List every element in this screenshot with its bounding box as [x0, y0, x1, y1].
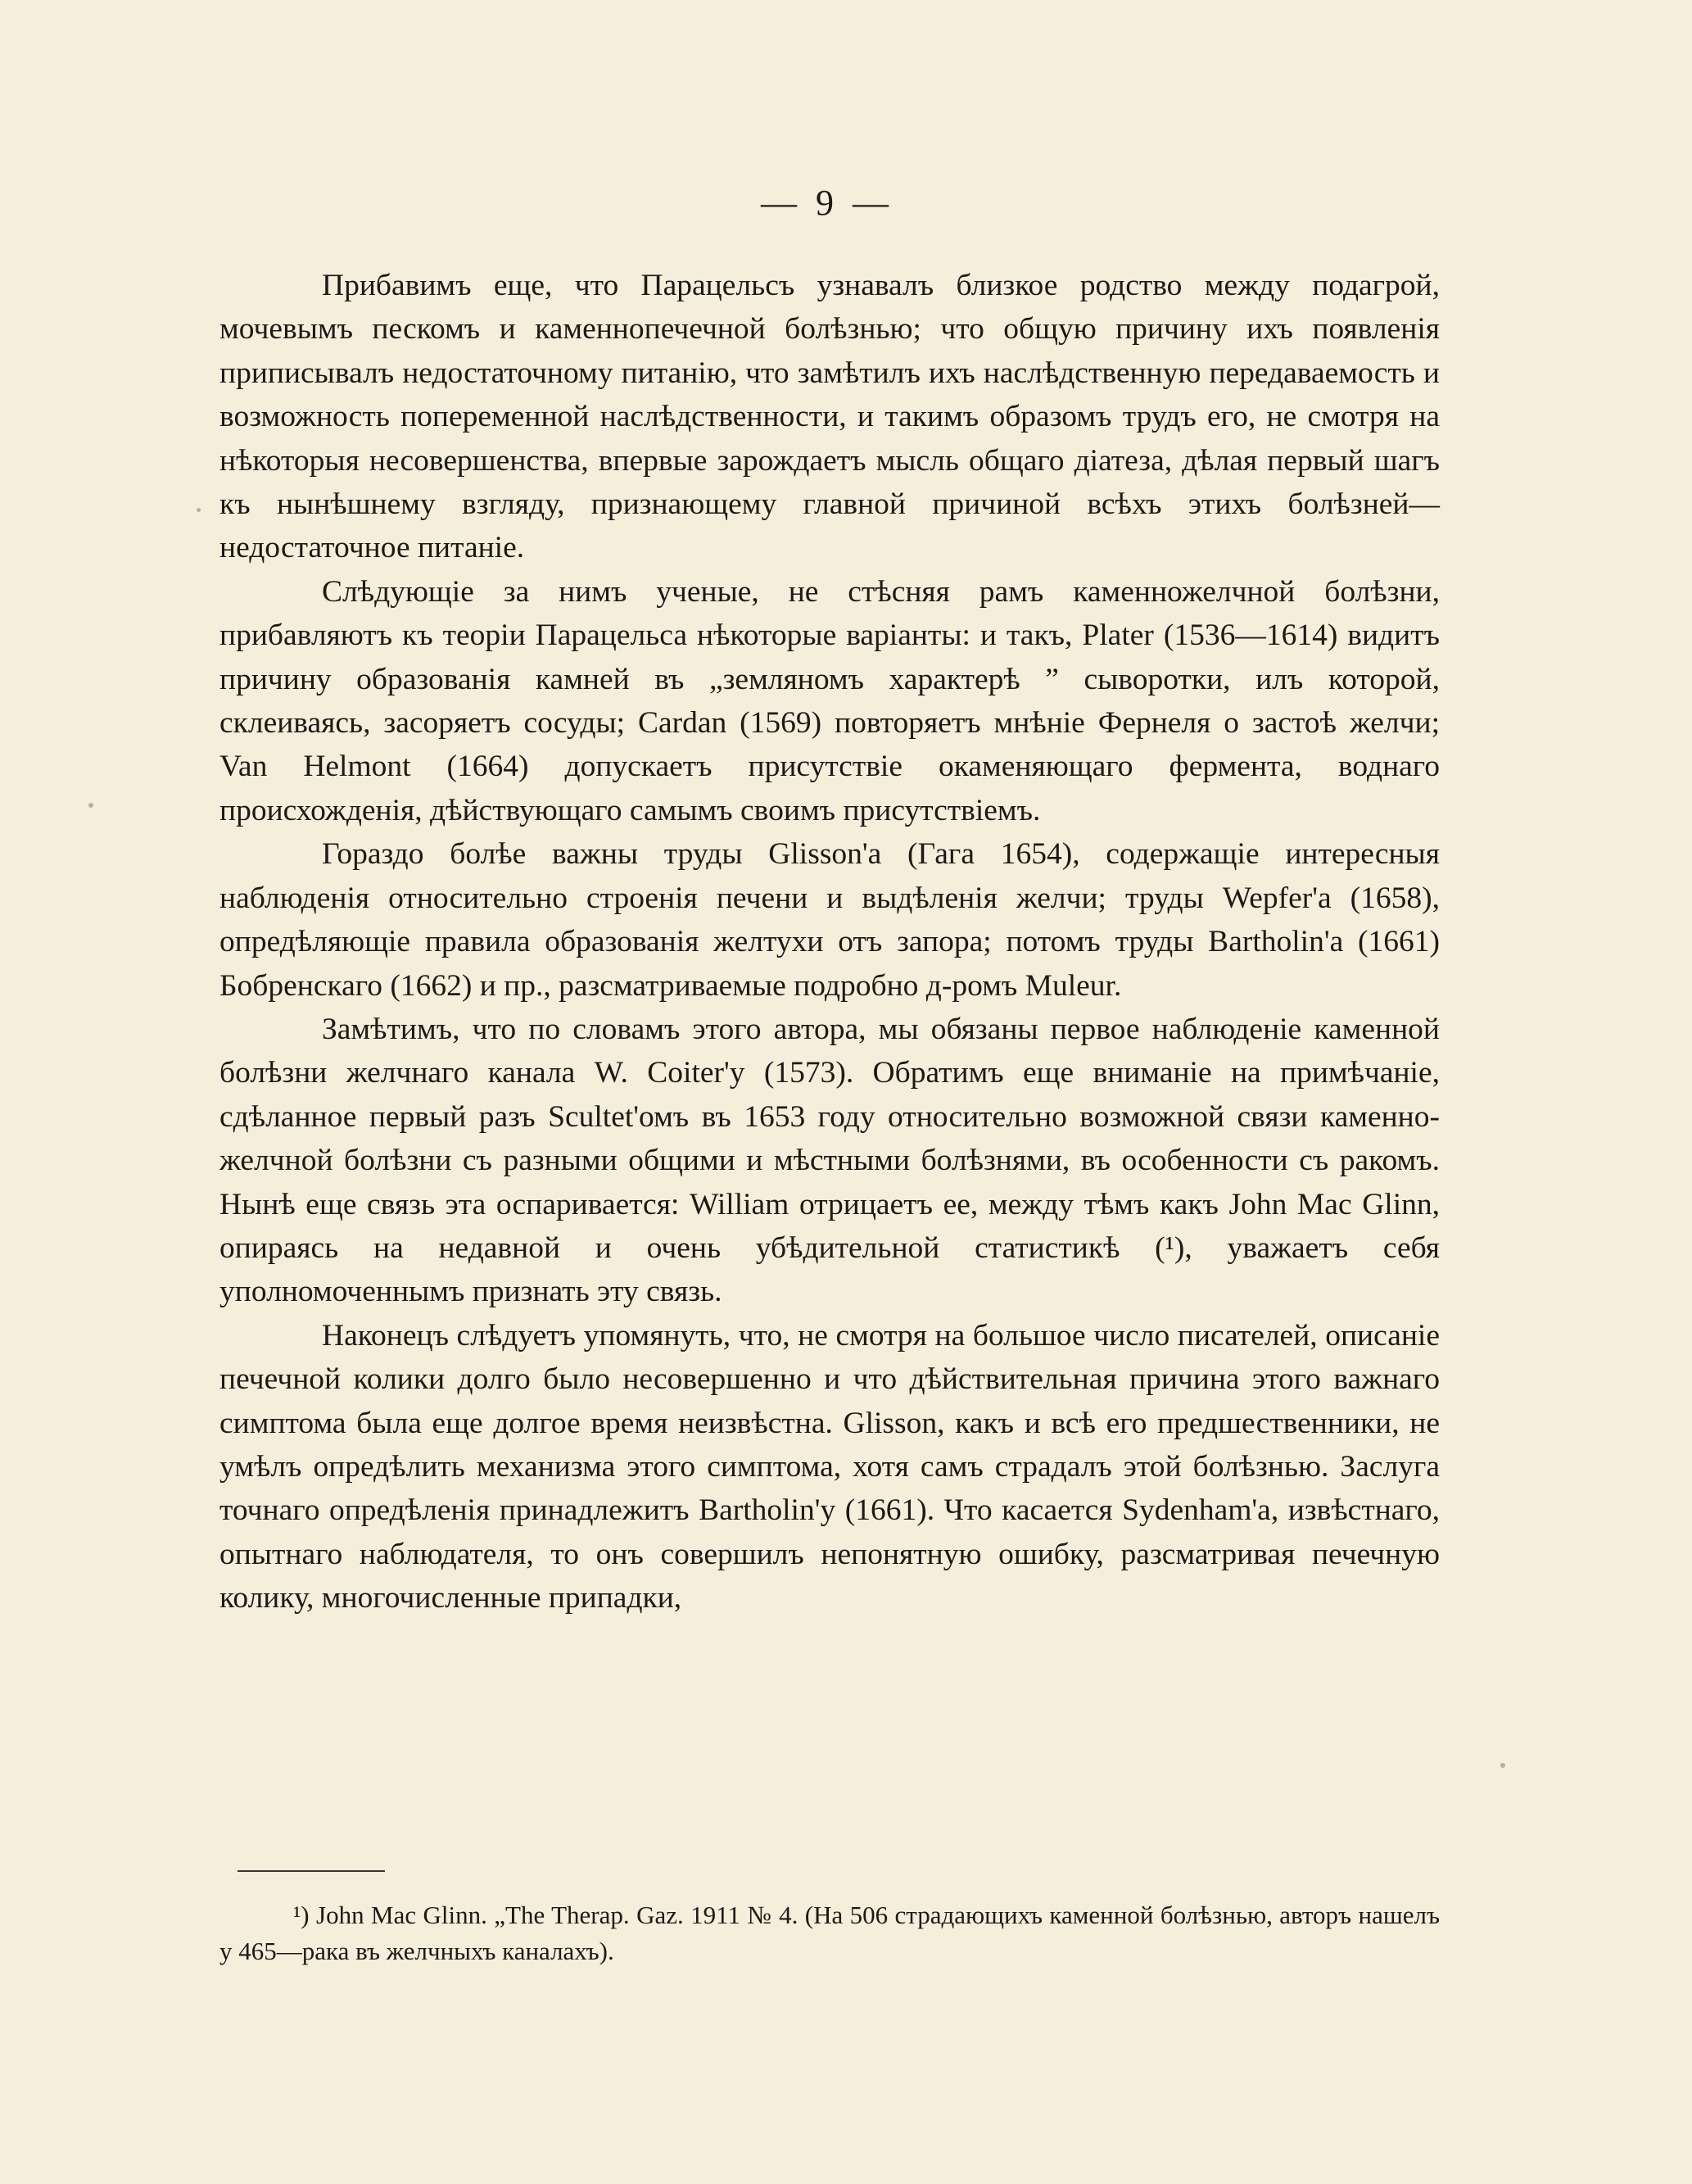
- paper-speck: [88, 803, 93, 808]
- footnote-text: ¹) John Mac Glinn. „The Therap. Gaz. 1911 № 4. (На 506 страдающихъ каменной болѣзнью, авторъ нашелъ у 465—рака въ желчныхъ каналахъ).: [219, 1901, 1440, 1965]
- paragraph-4: Замѣтимъ, что по словамъ этого автора, мы обязаны первое наблюденіе каменной болѣзни желчнаго канала W. Coiter'у (1573). Обратимъ еще вниманіе на примѣчаніе, сдѣланное первый разъ Scultet'омъ въ 1653 году относительно возможной связи каменно-желчной болѣзни съ разными общими и мѣстными болѣзнями, въ особенности съ ракомъ. Нынѣ еще связь эта оспаривается: William отрицаетъ ее, между тѣмъ какъ John Mac Glinn, опираясь на недавной и очень убѣдительной статистикѣ (¹), уважаетъ себя уполномоченнымъ признать эту связь.: [219, 1012, 1440, 1309]
- paragraph-1: Прибавимъ еще, что Парацельсъ узнавалъ близкое родство между подагрой, мочевымъ пескомъ и каменнопечечной болѣзнью; что общую причину ихъ появленія приписывалъ недостаточному питанію, что замѣтилъ ихъ наслѣдственную передаваемость и возможность попеременной наслѣдственности, и такимъ образомъ трудъ его, не смотря на нѣкоторыя несовершенства, впервые зарождаетъ мысль общаго діатеза, дѣлая первый шагъ къ нынѣшнему взгляду, признающему главной причиной всѣхъ этихъ болѣзней—недостаточное питаніе.: [219, 269, 1440, 565]
- footnote-divider: [238, 1870, 385, 1872]
- paper-speck: [1500, 1763, 1505, 1768]
- paper-speck: [197, 508, 201, 512]
- paragraph-2: Слѣдующіе за нимъ ученые, не стѣсняя рамъ каменножелчной болѣзни, прибавляютъ къ теоріи Парацельса нѣкоторые варіанты: и такъ, Plater (1536—1614) видитъ причину образованія камней въ „земляномъ характерѣ ” сыворотки, илъ которой, склеиваясь, засоряетъ сосуды; Cardan (1569) повторяетъ мнѣніе Фернеля о застоѣ желчи; Van Helmont (1664) допускаетъ присутствіе окаменяющаго фермента, воднаго происхожденія, дѣйствующаго самымъ своимъ присутствіемъ.: [219, 574, 1440, 827]
- paragraph-3: Гораздо болѣе важны труды Glisson'а (Гага 1654), содержащіе интересныя наблюденія относительно строенія печени и выдѣленія желчи; труды Wepfer'а (1658), опредѣляющіе правила образованія желтухи отъ запора; потомъ труды Bartholin'а (1661) Бобренскаго (1662) и пр., разсматриваемые подробно д-ромъ Muleur.: [219, 837, 1440, 1003]
- footnote: [219, 1897, 1440, 1969]
- main-text: [219, 264, 1440, 1620]
- paragraph-5: Наконецъ слѣдуетъ упомянуть, что, не смотря на большое число писателей, описаніе печечной колики долго было несовершенно и что дѣйствительная причина этого важнаго симптома была еще долгое время неизвѣстна. Glisson, какъ и всѣ его предшественники, не умѣлъ опредѣлить механизма этого симптома, хотя самъ страдалъ этой болѣзнью. Заслуга точнаго опредѣленія принадлежитъ Bartholin'у (1661). Что касается Sydenham'а, извѣстнаго, опытнаго наблюдателя, то онъ совершилъ непонятную ошибку, разсматривая печечную колику, многочисленные припадки,: [219, 1318, 1440, 1615]
- page-number: — 9 —: [761, 183, 894, 223]
